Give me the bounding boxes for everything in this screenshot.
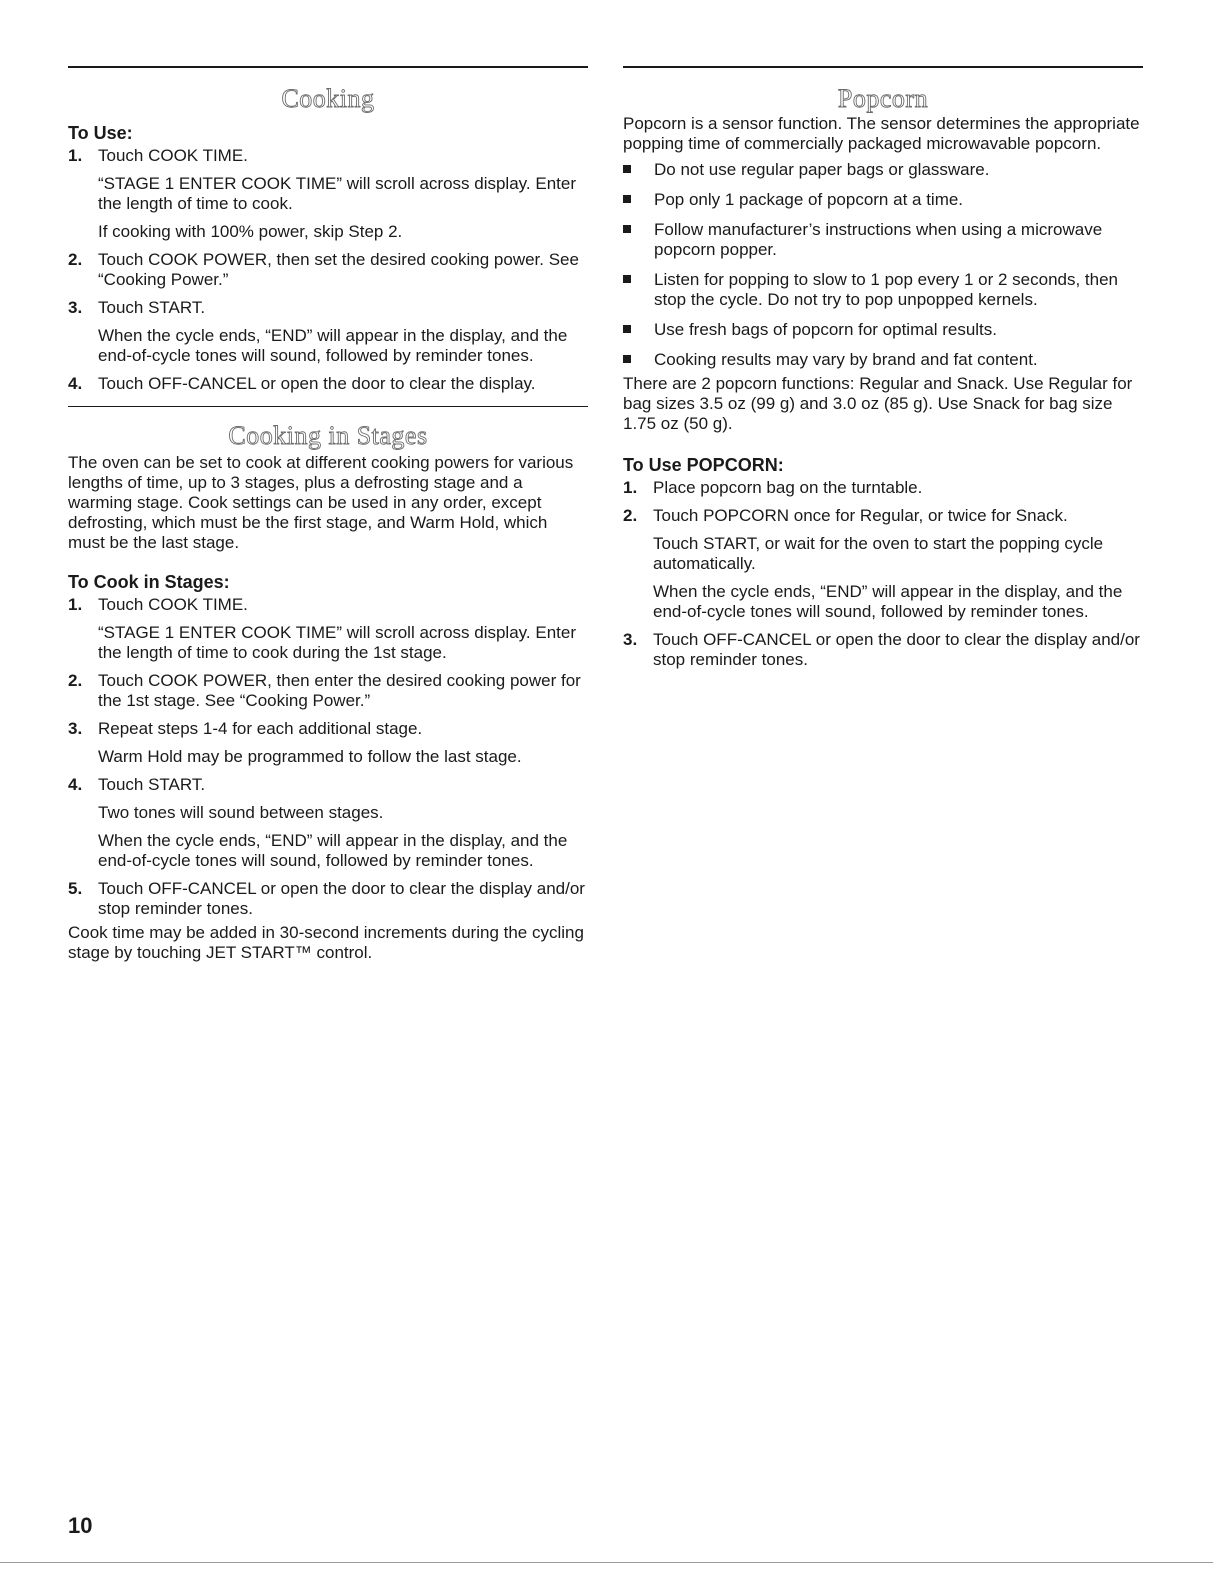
step-number: 1. [68, 595, 83, 614]
section-rule-stages [68, 406, 588, 407]
list-item [623, 478, 1143, 498]
right-column [623, 66, 1143, 678]
stages-footer: Cook time may be added in 30-second increments during the cycling stage by touching JET START™ control. [68, 923, 584, 962]
list-item [623, 190, 1143, 210]
step-number: 5. [68, 879, 83, 898]
popcorn-bullets [623, 160, 1143, 370]
list-item [68, 298, 588, 366]
step-text: Touch COOK POWER, then enter the desired cooking power for the 1st stage. See “Cooking Power.” [98, 671, 581, 710]
step-text: Touch POPCORN once for Regular, or twice for Snack. [653, 506, 1068, 525]
step-note: When the cycle ends, “END” will appear in the display, and the end-of-cycle tones will sound, followed by reminder tones. [98, 326, 568, 365]
step-note: When the cycle ends, “END” will appear in the display, and the end-of-cycle tones will sound, followed by reminder tones. [653, 582, 1123, 621]
bullet-icon [623, 355, 631, 363]
list-item [623, 350, 1143, 370]
step-text: Touch OFF-CANCEL or open the door to clear the display and/or stop reminder tones. [653, 630, 1140, 669]
list-item [68, 719, 588, 767]
step-note: “STAGE 1 ENTER COOK TIME” will scroll across display. Enter the length of time to cook during the 1st stage. [98, 623, 576, 662]
list-item [68, 374, 588, 394]
step-number: 3. [623, 630, 638, 649]
step-text: Touch COOK POWER, then set the desired cooking power. See “Cooking Power.” [98, 250, 579, 289]
step-note: Warm Hold may be programmed to follow the last stage. [98, 747, 522, 766]
popcorn-intro: Popcorn is a sensor function. The sensor determines the appropriate popping time of commercially packaged microwavable popcorn. [623, 114, 1140, 153]
bullet-icon [623, 325, 631, 333]
bullet-icon [623, 225, 631, 233]
bullet-icon [623, 195, 631, 203]
list-item [68, 250, 588, 290]
step-text: Touch START. [98, 775, 206, 794]
list-item [68, 775, 588, 871]
popcorn-title: Popcorn [837, 84, 929, 113]
popcorn-steps [623, 478, 1143, 670]
step-text: Touch COOK TIME. [98, 595, 248, 614]
cooking-subhead: To Use: [68, 123, 133, 143]
list-item [68, 595, 588, 663]
step-text: Touch COOK TIME. [98, 146, 248, 165]
bullet-text: Listen for popping to slow to 1 pop every 1 or 2 seconds, then stop the cycle. Do not try to pop unpopped kernels. [654, 270, 1119, 309]
list-item [623, 630, 1143, 670]
bullet-text: Cooking results may vary by brand and fat content. [654, 350, 1038, 369]
page-number: 10 [68, 1513, 93, 1538]
stages-steps [68, 595, 588, 919]
step-text: Touch START. [98, 298, 206, 317]
list-item [623, 506, 1143, 622]
bullet-text: Use fresh bags of popcorn for optimal results. [654, 320, 997, 339]
bullet-text: Pop only 1 package of popcorn at a time. [654, 190, 964, 209]
bullet-text: Do not use regular paper bags or glassware. [654, 160, 990, 179]
step-number: 2. [68, 671, 83, 690]
cooking-title: Cooking [281, 84, 375, 113]
step-note: Two tones will sound between stages. [98, 803, 384, 822]
step-number: 3. [68, 298, 83, 317]
step-note: If cooking with 100% power, skip Step 2. [98, 222, 403, 241]
step-number: 2. [68, 250, 83, 269]
step-text: Touch OFF-CANCEL or open the door to clear the display and/or stop reminder tones. [98, 879, 585, 918]
stages-title: Cooking in Stages [228, 421, 428, 450]
step-number: 4. [68, 775, 83, 794]
popcorn-functions: There are 2 popcorn functions: Regular and Snack. Use Regular for bag sizes 3.5 oz (99 g) and 3.0 oz (85 g). Use Snack for bag size 1.75 oz (50 g). [623, 374, 1133, 433]
step-number: 2. [623, 506, 638, 525]
left-column [68, 66, 588, 963]
step-text: Touch OFF-CANCEL or open the door to clear the display. [98, 374, 536, 393]
step-note: Touch START, or wait for the oven to start the popping cycle automatically. [653, 534, 1104, 573]
bottom-rule [0, 1562, 1213, 1563]
bullet-icon [623, 275, 631, 283]
step-number: 4. [68, 374, 83, 393]
step-note: When the cycle ends, “END” will appear in the display, and the end-of-cycle tones will sound, followed by reminder tones. [98, 831, 568, 870]
list-item [68, 671, 588, 711]
list-item [623, 220, 1143, 260]
step-note: “STAGE 1 ENTER COOK TIME” will scroll across display. Enter the length of time to cook. [98, 174, 576, 213]
step-number: 3. [68, 719, 83, 738]
section-rule-popcorn [623, 66, 1143, 68]
list-item [68, 879, 588, 919]
popcorn-subhead: To Use POPCORN: [623, 455, 784, 475]
list-item [623, 320, 1143, 340]
list-item [623, 270, 1143, 310]
step-text: Repeat steps 1-4 for each additional stage. [98, 719, 423, 738]
step-number: 1. [68, 146, 83, 165]
list-item [68, 146, 588, 242]
list-item [623, 160, 1143, 180]
stages-intro: The oven can be set to cook at different cooking powers for various lengths of time, up to 3 stages, plus a defrosting stage and a warming stage. Cook settings can be used in any order, except defrosting, which must be the first stage, and Warm Hold, which must be the last stage. [68, 453, 574, 552]
step-text: Place popcorn bag on the turntable. [653, 478, 923, 497]
section-rule-cooking [68, 66, 588, 68]
bullet-icon [623, 165, 631, 173]
stages-subhead: To Cook in Stages: [68, 572, 230, 592]
bullet-text: Follow manufacturer’s instructions when using a microwave popcorn popper. [654, 220, 1103, 259]
cooking-steps [68, 146, 588, 394]
step-number: 1. [623, 478, 638, 497]
